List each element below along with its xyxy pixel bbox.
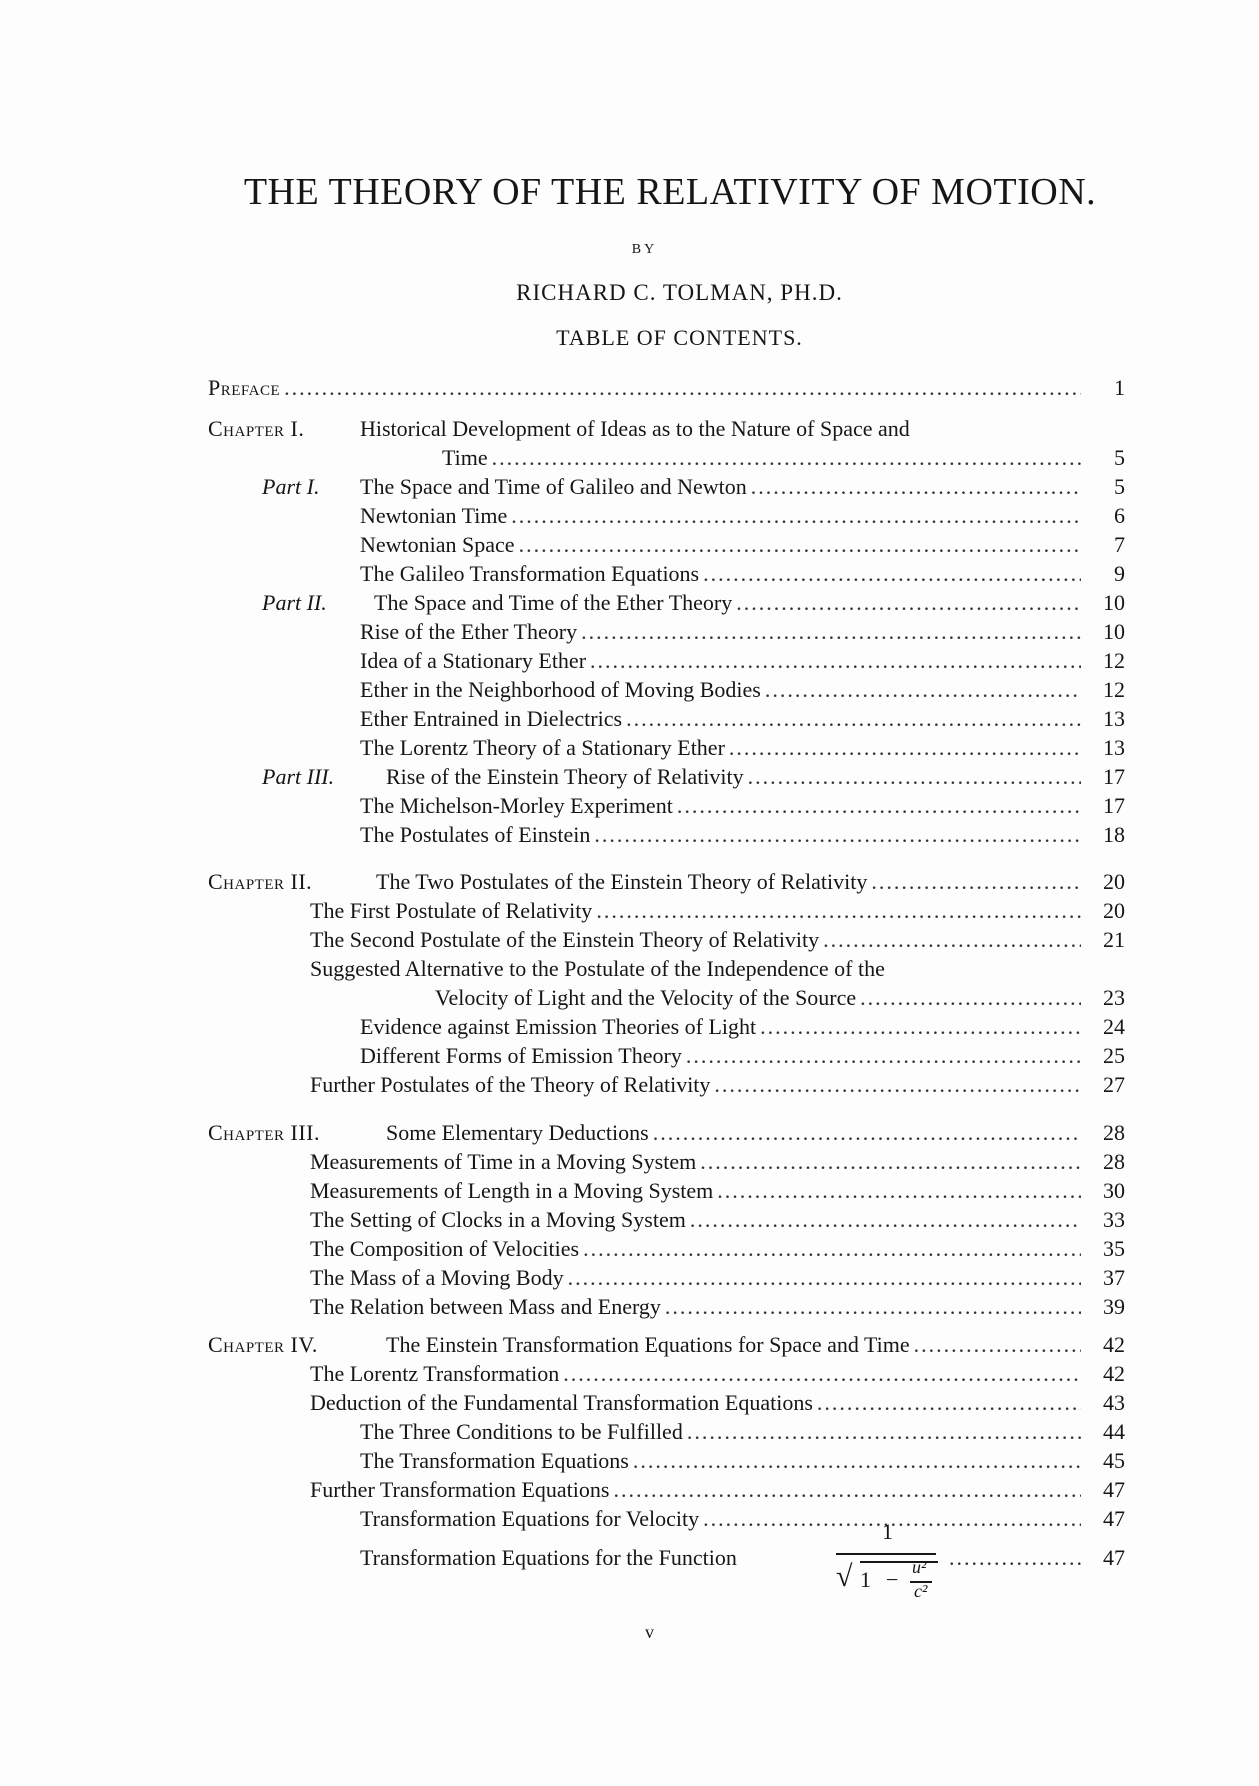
toc-entry[interactable] (360, 792, 1125, 820)
chapter-4-label: Chapter IV. (208, 1332, 318, 1357)
byline-label: BY (631, 242, 658, 257)
toc-page-number: 9 (1114, 561, 1125, 586)
toc-entry[interactable] (360, 647, 1125, 675)
toc-page-number: 10 (1103, 619, 1125, 644)
toc-page-number: 28 (1103, 1120, 1125, 1145)
toc-entry-title: The Mass of a Moving Body (310, 1265, 564, 1290)
leader-dots (686, 1042, 1081, 1070)
toc-entry[interactable] (310, 926, 1125, 954)
toc-entry-title: Further Transformation Equations (310, 1477, 610, 1502)
leader-dots (594, 821, 1081, 849)
leader-dots (677, 792, 1081, 820)
chapter-1-title-line1[interactable]: Historical Development of Ideas as to the Nature of Space and (360, 416, 910, 441)
toc-entry-title: Some Elementary Deductions (386, 1120, 649, 1145)
leader-dots (700, 1148, 1081, 1176)
toc-entry-title: Ether Entrained in Dielectrics (360, 706, 623, 731)
toc-entry[interactable] (360, 502, 1125, 530)
toc-entry-title: Measurements of Length in a Moving System (310, 1178, 714, 1203)
toc-entry-title: The Einstein Transformation Equations for Space and Time (386, 1332, 910, 1357)
toc-page-number: 33 (1103, 1207, 1125, 1232)
toc-page-number: 21 (1103, 927, 1125, 952)
toc-entry-title: The Space and Time of the Ether Theory (374, 590, 733, 615)
leader-dots (914, 1331, 1081, 1359)
toc-entry-part-3[interactable] (386, 763, 1125, 791)
leader-dots (823, 926, 1081, 954)
author-name: RICHARD C. TOLMAN, PH.D. (516, 280, 843, 305)
toc-entry-title: Measurements of Time in a Moving System (310, 1149, 697, 1174)
suggested-alternative-line2[interactable] (435, 984, 1125, 1012)
toc-entry[interactable] (360, 1447, 1125, 1475)
function-entry-leader[interactable] (945, 1544, 1125, 1572)
toc-entry-title: Different Forms of Emission Theory (360, 1043, 682, 1068)
toc-page-number: 25 (1103, 1043, 1125, 1068)
toc-entry-title: Further Postulates of the Theory of Relativity (310, 1072, 711, 1097)
leader-dots (760, 1013, 1081, 1041)
formula-u-squared: u² (912, 1557, 927, 1577)
leader-dots (736, 589, 1081, 617)
toc-page-number: 20 (1103, 869, 1125, 894)
toc-entry-title: Velocity of Light and the Velocity of the Source (435, 985, 857, 1010)
formula-minus: − (886, 1567, 899, 1592)
toc-entry[interactable] (310, 1476, 1125, 1504)
leader-dots (626, 705, 1081, 733)
lorentz-factor-formula (830, 1519, 940, 1609)
toc-entry-title: The Three Conditions to be Fulfilled (360, 1419, 683, 1444)
leader-dots (871, 868, 1081, 896)
leader-dots (581, 618, 1081, 646)
function-entry-title[interactable]: Transformation Equations for the Function (360, 1545, 737, 1570)
chapter-3-label: Chapter III. (208, 1120, 320, 1145)
toc-entry-title: The Space and Time of Galileo and Newton (360, 474, 747, 499)
toc-entry[interactable] (310, 1264, 1125, 1292)
toc-entry-title: Rise of the Einstein Theory of Relativity (386, 764, 744, 789)
toc-page-number: 47 (1103, 1545, 1125, 1570)
leader-dots (568, 1264, 1081, 1292)
leader-dots (613, 1476, 1081, 1504)
toc-page-number: 43 (1103, 1390, 1125, 1415)
leader-dots (583, 1235, 1081, 1263)
toc-entry[interactable] (360, 1505, 1125, 1533)
toc-entry[interactable] (360, 1418, 1125, 1446)
square-root-icon: √ (836, 1560, 853, 1593)
toc-entry[interactable] (310, 897, 1125, 925)
toc-page-number: 17 (1103, 764, 1125, 789)
leader-dots (653, 1119, 1081, 1147)
toc-page-number: 42 (1103, 1361, 1125, 1386)
toc-entry-title: The Two Postulates of the Einstein Theory of Relativity (376, 869, 868, 894)
leader-dots (633, 1447, 1081, 1475)
part-3-label: Part III. (262, 764, 335, 789)
part-2-label: Part II. (262, 590, 327, 615)
formula-numerator: 1 (882, 1519, 893, 1544)
toc-entry-title: The Lorentz Theory of a Stationary Ether (360, 735, 725, 760)
toc-entry-title: Deduction of the Fundamental Transformation Equations (310, 1390, 813, 1415)
toc-entry-part-1[interactable] (360, 473, 1125, 501)
leader-dots (729, 734, 1081, 762)
toc-page-number: 44 (1103, 1419, 1125, 1444)
toc-heading: TABLE OF CONTENTS. (556, 325, 803, 350)
leader-dots (817, 1389, 1081, 1417)
toc-page-number: 45 (1103, 1448, 1125, 1473)
toc-entry[interactable] (360, 821, 1125, 849)
leader-dots (690, 1206, 1081, 1234)
chapter-2-label: Chapter II. (208, 869, 313, 894)
toc-entry-chapter-3[interactable] (386, 1119, 1125, 1147)
toc-page-number: 24 (1103, 1014, 1125, 1039)
leader-dots (714, 1071, 1081, 1099)
toc-page-number: 5 (1114, 445, 1125, 470)
toc-page-number: 35 (1103, 1236, 1125, 1261)
formula-radicand-one: 1 (860, 1567, 871, 1592)
leader-dots (284, 374, 1081, 402)
toc-entry[interactable] (360, 676, 1125, 704)
toc-entry-title: The Relation between Mass and Energy (310, 1294, 661, 1319)
toc-page-number: 39 (1103, 1294, 1125, 1319)
toc-entry[interactable] (310, 1360, 1125, 1388)
toc-page-number: 42 (1103, 1332, 1125, 1357)
toc-page-number: 23 (1103, 985, 1125, 1010)
toc-page-number: 28 (1103, 1149, 1125, 1174)
leader-dots (751, 473, 1081, 501)
toc-entry[interactable] (360, 560, 1125, 588)
toc-entry-title: The Second Postulate of the Einstein Theory of Relativity (310, 927, 820, 952)
leader-dots (687, 1418, 1081, 1446)
toc-page-number: 37 (1103, 1265, 1125, 1290)
toc-page-number: 1 (1114, 375, 1125, 400)
leader-dots (949, 1544, 1081, 1572)
page-folio: v (645, 1622, 654, 1642)
toc-entry-title: The Setting of Clocks in a Moving System (310, 1207, 686, 1232)
toc-entry-title: Transformation Equations for Velocity (360, 1506, 700, 1531)
toc-page-number: 27 (1103, 1072, 1125, 1097)
toc-entry[interactable] (310, 1177, 1125, 1205)
leader-dots (765, 676, 1081, 704)
leader-dots (590, 647, 1081, 675)
leader-dots (492, 444, 1081, 472)
toc-page-number: 47 (1103, 1477, 1125, 1502)
toc-entry-title: The Lorentz Transformation (310, 1361, 560, 1386)
toc-entry[interactable] (360, 531, 1125, 559)
toc-page-number: 5 (1114, 474, 1125, 499)
toc-entry-part-2[interactable] (374, 589, 1125, 617)
toc-page-number: 17 (1103, 793, 1125, 818)
toc-entry-title: The Postulates of Einstein (360, 822, 591, 847)
toc-entry-label: Preface (208, 375, 281, 400)
chapter-1-label: Chapter I. (208, 416, 305, 441)
toc-entry[interactable] (360, 1013, 1125, 1041)
leader-dots (703, 560, 1081, 588)
toc-entry[interactable] (310, 1148, 1125, 1176)
toc-entry[interactable] (310, 1235, 1125, 1263)
toc-entry-preface[interactable] (208, 374, 1125, 402)
toc-entry[interactable] (360, 734, 1125, 762)
toc-page-number: 13 (1103, 706, 1125, 731)
toc-page-number: 47 (1103, 1506, 1125, 1531)
toc-entry[interactable] (360, 1042, 1125, 1070)
formula-c-squared: c² (914, 1581, 928, 1601)
leader-dots (860, 984, 1081, 1012)
toc-entry-chapter-4[interactable] (386, 1331, 1125, 1359)
toc-entry-title: The Michelson-Morley Experiment (360, 793, 673, 818)
toc-entry-title: Ether in the Neighborhood of Moving Bodies (360, 677, 761, 702)
fraction-bar (836, 1553, 936, 1555)
toc-entry[interactable] (310, 1389, 1125, 1417)
toc-entry-title: Newtonian Space (360, 532, 515, 557)
suggested-alternative-line1[interactable]: Suggested Alternative to the Postulate of the Independence of the (310, 956, 885, 981)
leader-dots (596, 897, 1081, 925)
toc-page-number: 7 (1114, 532, 1125, 557)
toc-entry-title: Newtonian Time (360, 503, 508, 528)
leader-dots (563, 1360, 1081, 1388)
toc-entry-title: The First Postulate of Relativity (310, 898, 593, 923)
toc-entry-title: The Composition of Velocities (310, 1236, 580, 1261)
toc-entry-title: Time (442, 445, 488, 470)
toc-entry-title: Rise of the Ether Theory (360, 619, 578, 644)
leader-dots (665, 1293, 1081, 1321)
toc-entry[interactable] (360, 705, 1125, 733)
toc-page-number: 13 (1103, 735, 1125, 760)
toc-entry-title: The Transformation Equations (360, 1448, 629, 1473)
leader-dots (519, 531, 1081, 559)
book-title: THE THEORY OF THE RELATIVITY OF MOTION. (243, 171, 1097, 213)
toc-entry-title: The Galileo Transformation Equations (360, 561, 700, 586)
leader-dots (717, 1177, 1081, 1205)
toc-page-number: 10 (1103, 590, 1125, 615)
toc-page-number: 12 (1103, 677, 1125, 702)
toc-page-number: 30 (1103, 1178, 1125, 1203)
leader-dots (748, 763, 1081, 791)
leader-dots (511, 502, 1081, 530)
part-1-label: Part I. (262, 474, 320, 499)
toc-page-number: 12 (1103, 648, 1125, 673)
toc-page-number: 20 (1103, 898, 1125, 923)
chapter-1-title-line2[interactable] (442, 444, 1125, 472)
toc-entry-title: Evidence against Emission Theories of Light (360, 1014, 757, 1039)
toc-entry[interactable] (310, 1293, 1125, 1321)
toc-entry[interactable] (310, 1206, 1125, 1234)
toc-entry[interactable] (360, 618, 1125, 646)
toc-entry[interactable] (310, 1071, 1125, 1099)
toc-page-number: 18 (1103, 822, 1125, 847)
toc-page-number: 6 (1114, 503, 1125, 528)
toc-entry-chapter-2[interactable] (376, 868, 1125, 896)
toc-entry-title: Idea of a Stationary Ether (360, 648, 587, 673)
